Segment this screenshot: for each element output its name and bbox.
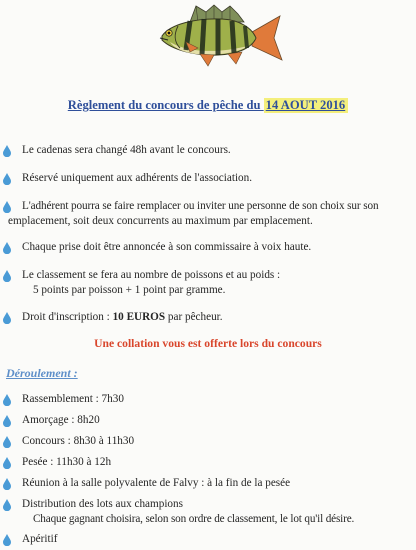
water-drop-icon	[2, 201, 12, 213]
schedule-text: Réunion à la salle polyvalente de Falvy : à la fin de la pesée	[22, 477, 291, 489]
schedule-text: Pesée : 11h30 à 12h	[22, 456, 112, 468]
rule-text: Le classement se fera au nombre de poissons et au poids :	[22, 269, 281, 281]
rule-text: Le cadenas sera changé 48h avant le concours.	[22, 144, 231, 156]
rule-text: Réservé uniquement aux adhérents de l'association.	[22, 172, 253, 184]
schedule-text: Concours : 8h30 à 11h30	[22, 435, 135, 447]
schedule-text-line2: Chaque gagnant choisira, selon son ordre de classement, le lot qu'il désire.	[33, 513, 355, 525]
water-drop-icon	[2, 415, 12, 427]
rule-text-line2: 5 points par poisson + 1 point par gramme.	[33, 284, 226, 296]
water-drop-icon	[2, 499, 12, 511]
water-drop-icon	[2, 478, 12, 490]
schedule-text: Amorçage : 8h20	[22, 414, 100, 426]
rule-text: L'adhérent pourra se faire remplacer ou inviter une personne de son choix sur son	[22, 200, 379, 212]
schedule-text: Apéritif	[22, 533, 58, 545]
rule-text: Chaque prise doit être annoncée à son commissaire à voix haute.	[22, 241, 312, 253]
collation-note: Une collation vous est offerte lors du concours	[94, 337, 322, 350]
fee-suffix: par pêcheur.	[165, 311, 223, 323]
title-date: 14 AOUT 2016	[264, 98, 349, 113]
rule-text-line2: emplacement, soit deux concurrents au maximum par emplacement.	[8, 215, 313, 227]
water-drop-icon	[2, 270, 12, 282]
water-drop-icon	[2, 145, 12, 157]
section-title: Déroulement :	[6, 366, 78, 380]
water-drop-icon	[2, 436, 12, 448]
water-drop-icon	[2, 534, 12, 546]
water-drop-icon	[2, 312, 12, 324]
title-main: Règlement du concours de pêche du	[67, 98, 264, 112]
schedule-text: Rassemblement : 7h30	[22, 393, 124, 405]
water-drop-icon	[2, 457, 12, 469]
perch-fish-illustration	[156, 2, 284, 74]
water-drop-icon	[2, 242, 12, 254]
schedule-text: Distribution des lots aux champions	[22, 498, 183, 510]
fee-amount: 10 EUROS	[112, 311, 166, 323]
water-drop-icon	[2, 394, 12, 406]
fee-label: Droit d'inscription :	[22, 311, 113, 323]
page-title	[0, 98, 416, 113]
rule-text	[22, 310, 223, 325]
water-drop-icon	[2, 173, 12, 185]
